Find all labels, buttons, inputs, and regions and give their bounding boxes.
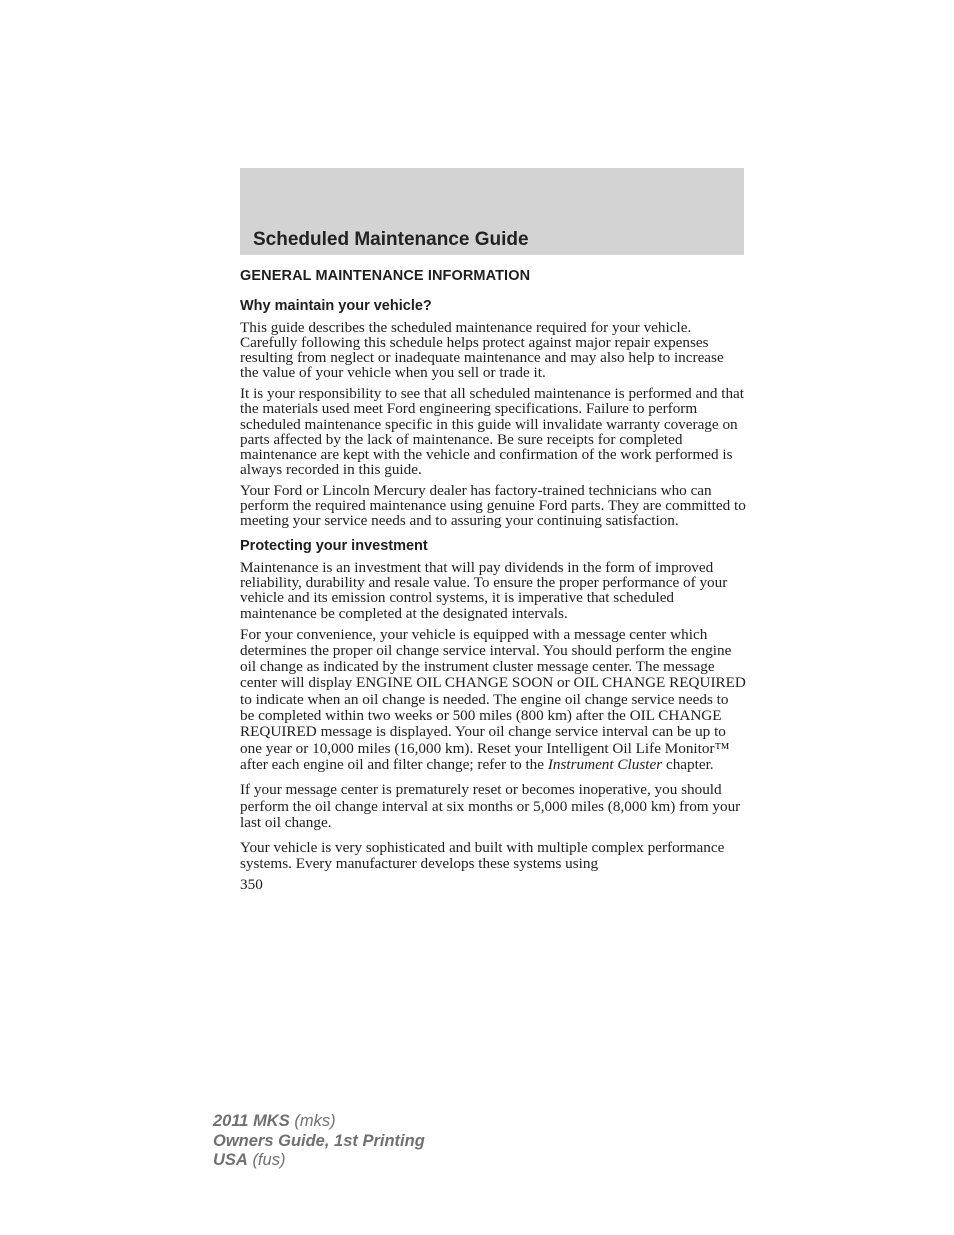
paragraph-investment: Maintenance is an investment that will pay dividends in the form of improved reliability, durability and resale value. To ensure the proper performance of your vehicle and its emission control systems, it is imperative that scheduled maintenance be completed at the designated intervals. — [240, 559, 728, 622]
subsection-heading-protecting-investment: Protecting your investment — [240, 538, 428, 555]
paragraph-message-center — [240, 627, 746, 774]
footer-line-model — [213, 1112, 425, 1132]
chapter-header-band — [240, 168, 744, 255]
paragraph-guide-description: This guide describes the scheduled maintenance required for your vehicle. Carefully following this schedule helps protect against major repair expenses resulting from neglect or inadequate maintenance and may also help to increase the value of your vehicle when you sell or trade it. — [240, 319, 724, 382]
footer-line-printing — [213, 1132, 425, 1152]
section-heading: GENERAL MAINTENANCE INFORMATION — [240, 268, 531, 284]
footer-model-year: 2011 MKS — [213, 1112, 290, 1130]
paragraph-sophisticated-systems: Your vehicle is very sophisticated and built with multiple complex performance systems. Every manufacturer develops these systems using — [240, 839, 725, 873]
paragraph-premature-reset: If your message center is prematurely reset or becomes inoperative, you should perform the oil change interval at six months or 5,000 miles (8,000 km) from your last oil change. — [240, 781, 741, 831]
message-center-text: For your convenience, your vehicle is equipped with a message center which determines the proper oil change service interval. You should perform the engine oil change as indicated by the instrument cluster message center. The message center will display ENGINE OIL CHANGE SOON or OIL CHANGE REQUIRED to indicate when an oil change is needed. The engine oil change service needs to be completed within two weeks or 500 miles (800 km) after the OIL CHANGE REQUIRED message is displayed. Your oil change service interval can be up to one year or 10,000 miles (16,000 km). Reset your Intelligent Oil Life Monitor™ after each engine oil and filter change; refer to the — [240, 625, 746, 773]
paragraph-dealer-technicians: Your Ford or Lincoln Mercury dealer has factory-trained technicians who can perform the required maintenance using genuine Ford parts. They are committed to meeting your service needs and to assuring your continuing satisfaction. — [240, 481, 746, 530]
footer-market: USA — [213, 1151, 248, 1169]
document-footer — [213, 1112, 425, 1171]
message-center-tail: chapter. — [665, 755, 714, 773]
footer-market-code: (fus) — [252, 1151, 286, 1169]
footer-model-code: (mks) — [294, 1112, 336, 1130]
subsection-heading-why-maintain: Why maintain your vehicle? — [240, 298, 432, 314]
page-number: 350 — [240, 875, 263, 893]
page-content — [240, 267, 746, 893]
instrument-cluster-reference: Instrument Cluster — [547, 755, 663, 773]
footer-printing: Owners Guide, 1st Printing — [213, 1131, 425, 1150]
footer-line-market — [213, 1151, 425, 1171]
chapter-title: Scheduled Maintenance Guide — [253, 229, 529, 250]
paragraph-responsibility: It is your responsibility to see that all scheduled maintenance is performed and that the materials used meet Ford engineering specifications. Failure to perform scheduled maintenance specific in this guide will invalidate warranty coverage on parts affected by the lack of maintenance. Be sure receipts for completed maintenance are kept with the vehicle and confirmation of the work performed is always recorded in this guide. — [240, 385, 744, 478]
